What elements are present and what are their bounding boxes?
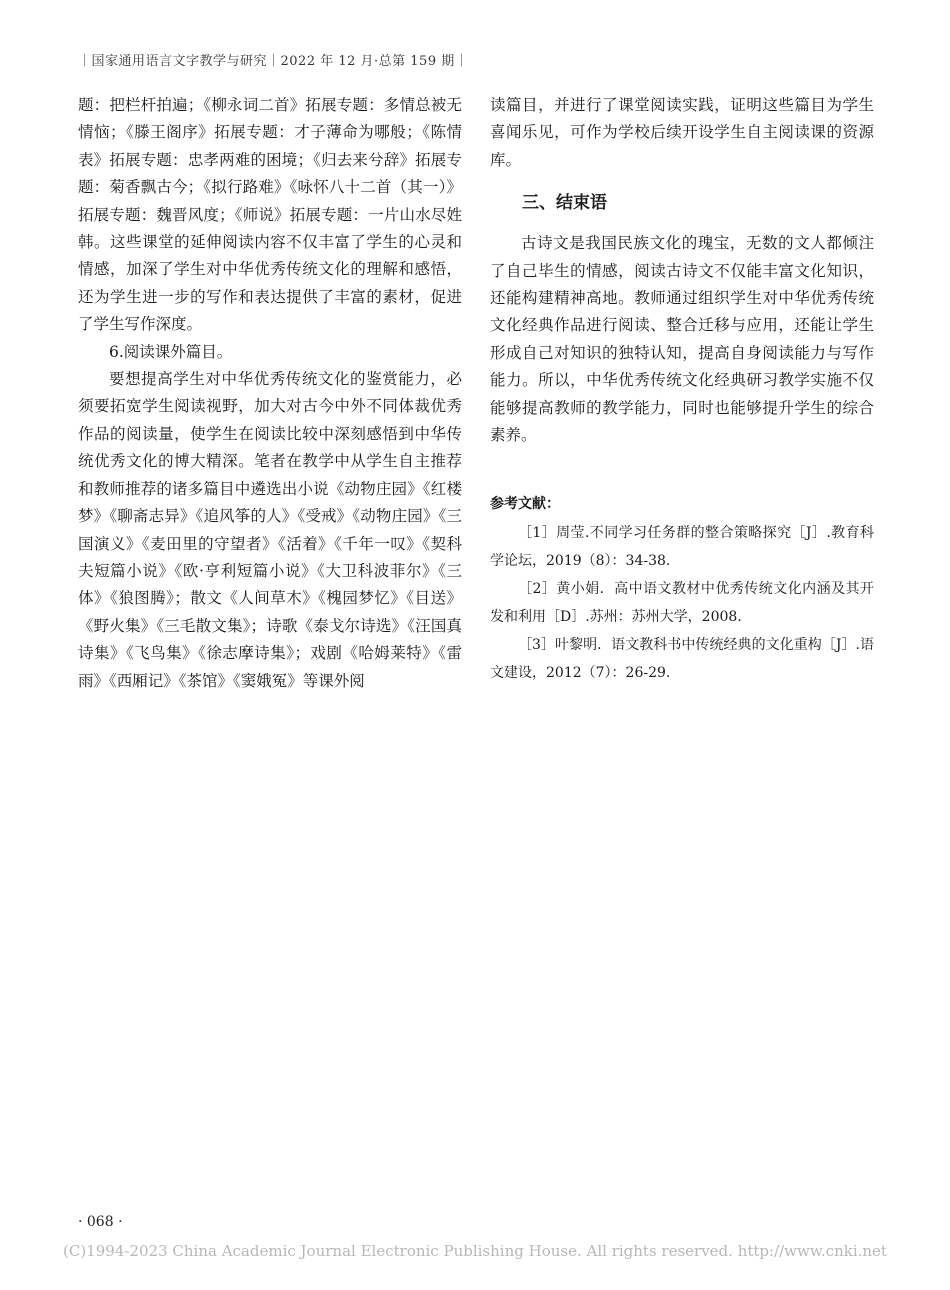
references-title: 参考文献： (490, 496, 560, 513)
subheading-item-6: 6.阅读课外篇目。 (109, 342, 233, 361)
reference-item: ［2］黄小娟．高中语文教材中优秀传统文化内涵及其开发和利用［D］.苏州：苏州大学，2008. (490, 581, 874, 626)
body-paragraph: 读篇目，并进行了课堂阅读实践，证明这些篇目为学生喜闻乐见，可作为学校后续开设学生自主阅读课的资源库。 (490, 96, 874, 169)
copyright-watermark: (C)1994-2023 China Academic Journal Electronic Publishing House. All rights reserved. http://www.cnki.net (63, 1242, 887, 1260)
right-column (490, 92, 874, 687)
reference-item: ［3］叶黎明．语文教科书中传统经典的文化重构［J］.语文建设，2012（7）：26-29. (490, 637, 874, 682)
body-paragraph: 古诗文是我国民族文化的瑰宝，无数的文人都倾注了自己毕生的情感，阅读古诗文不仅能丰富文化知识，还能构建精神高地。教师通过组织学生对中华优秀传统文化经典作品进行阅读、整合迁移与应用，还能让学生形成自己对知识的独特认知，提高自身阅读能力与写作能力。所以，中华优秀传统文化经典研习教学实施不仅能够提高教师的教学能力，同时也能够提升学生的综合素养。 (490, 234, 874, 445)
body-paragraph: 题：把栏杆拍遍；《柳永词二首》拓展专题：多情总被无情恼；《滕王阁序》拓展专题：才子薄命为哪般；《陈情表》拓展专题：忠孝两难的困境；《归去来兮辞》拓展专题：菊香飘古今；《拟行路难》《咏怀八十二首（其一）》拓展专题：魏晋风度；《师说》拓展专题：一片山水尽姓韩。这些课堂的延伸阅读内容不仅丰富了学生的心灵和情感，加深了学生对中华优秀传统文化的理解和感悟，还为学生进一步的写作和表达提供了丰富的素材，促进了学生写作深度。 (78, 96, 462, 334)
section-title: 三、结束语 (522, 193, 607, 214)
page-number: · 068 · (78, 1214, 123, 1230)
reference-item: ［1］周莹.不同学习任务群的整合策略探究［J］.教育科学论坛，2019（8）：34-38. (490, 525, 874, 570)
left-column (78, 92, 462, 695)
body-paragraph: 要想提高学生对中华优秀传统文化的鉴赏能力，必须要拓宽学生阅读视野，加大对古今中外不同体裁优秀作品的阅读量，使学生在阅读比较中深刻感悟到中华传统优秀文化的博大精深。笔者在教学中从学生自主推荐和教师推荐的诸多篇目中遴选出小说《动物庄园》《红楼梦》《聊斋志异》《追风筝的人》《受戒》《动物庄园》《三国演义》《麦田里的守望者》《活着》《千年一叹》《契科夫短篇小说》《欧·亨利短篇小说》《大卫科波菲尔》《三体》《狼图腾》；散文《人间草木》《槐园梦忆》《目送》《野火集》《三毛散文集》；诗歌《泰戈尔诗选》《汪国真诗集》《飞鸟集》《徐志摩诗集》；戏剧《哈姆莱特》《雷雨》《西厢记》《茶馆》《窦娥冤》等课外阅 (78, 370, 462, 690)
running-header: ｜国家通用语言文字教学与研究｜2022 年 12 月·总第 159 期｜ (78, 54, 469, 69)
